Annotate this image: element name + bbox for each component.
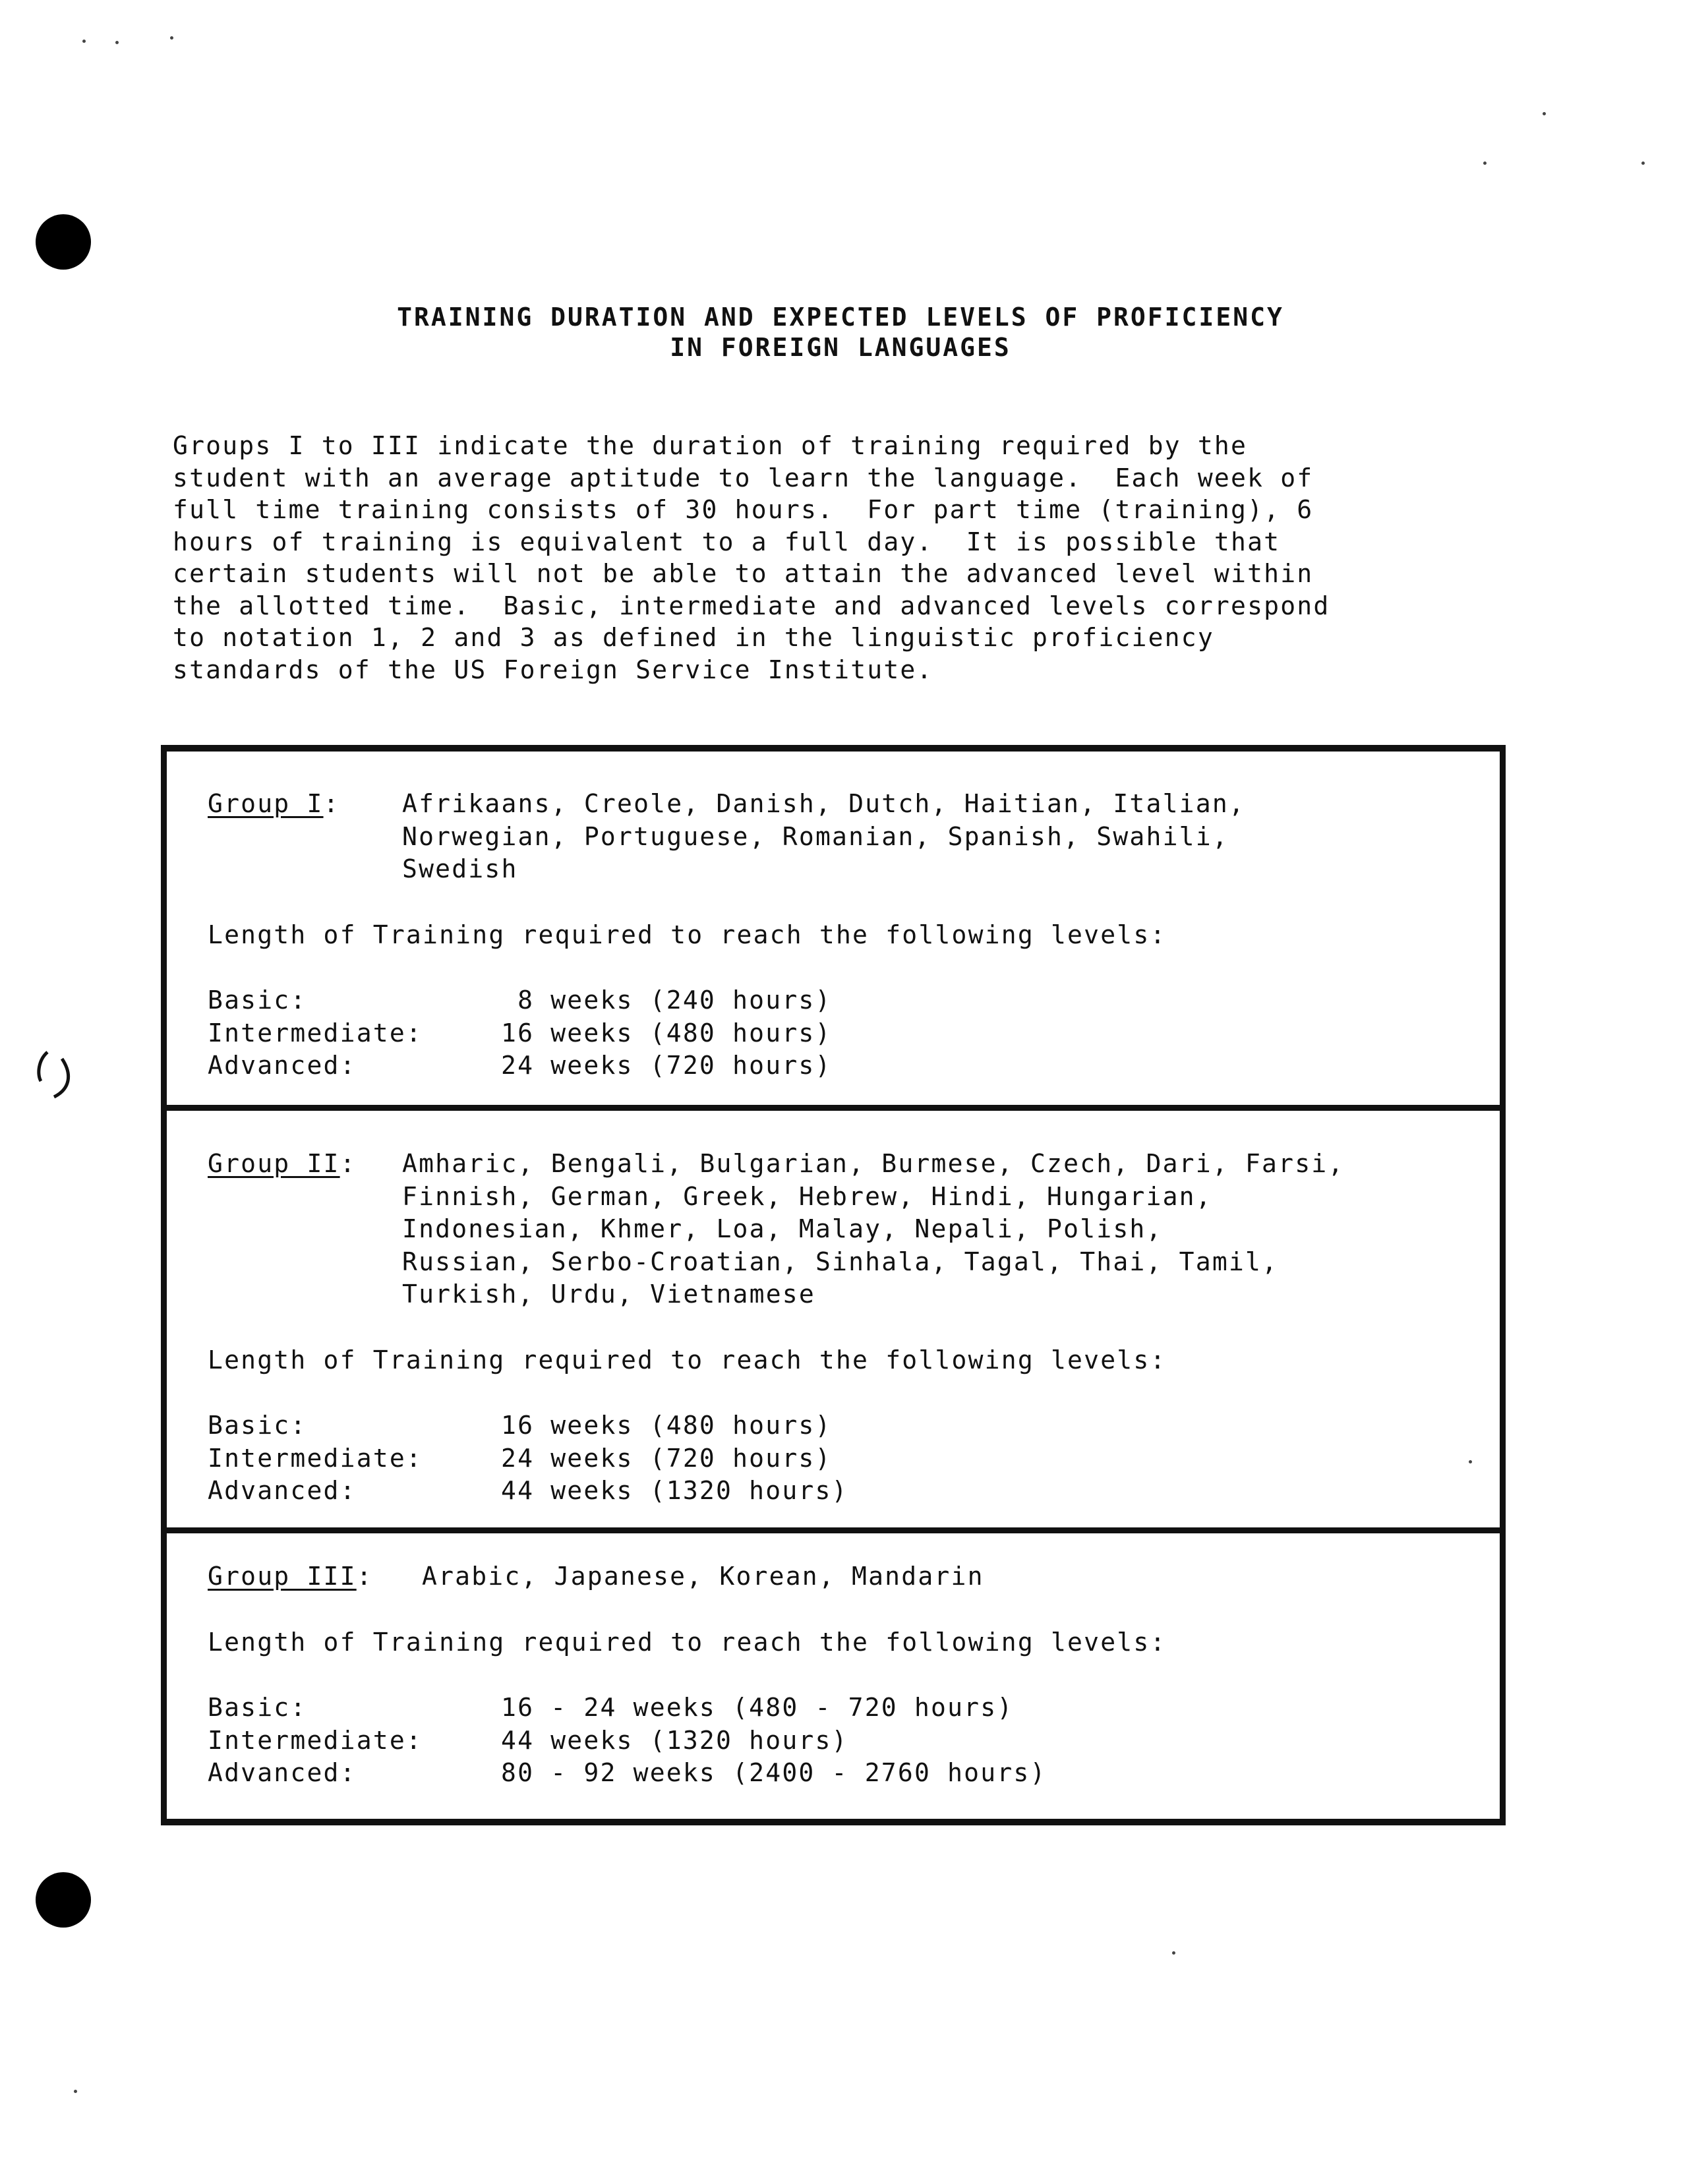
group-1-box [161, 745, 1506, 1111]
speck [1543, 112, 1546, 115]
speck [74, 2090, 77, 2093]
group-1-length-text: Length of Training required to reach the following levels: [208, 920, 1167, 949]
level-value: 16 weeks (480 hours) [501, 1018, 832, 1048]
level-name: Advanced: [208, 1476, 357, 1505]
language-line: Amharic, Bengali, Bulgarian, Burmese, Czech, Dari, Farsi, [402, 1149, 1345, 1178]
level-value: 80 - 92 weeks (2400 - 2760 hours) [501, 1758, 1047, 1787]
level-row [208, 984, 1487, 1017]
language-line: Norwegian, Portuguese, Romanian, Spanish, Swahili, [402, 821, 1229, 851]
language-line: Finnish, German, Greek, Hebrew, Hindi, Hungarian, [402, 1181, 1212, 1211]
level-row [208, 1757, 1487, 1790]
level-row [208, 1442, 1487, 1475]
group-3-label: Group III: [208, 1562, 373, 1591]
intro-line: standards of the US Foreign Service Institute. [173, 655, 933, 684]
intro-line: student with an average aptitude to learn the language. Each week of [173, 463, 1314, 492]
level-value: 24 weeks (720 hours) [501, 1443, 832, 1473]
level-name: Basic: [208, 1693, 307, 1722]
speck [1483, 162, 1487, 165]
group-3-levels [208, 1692, 1487, 1790]
level-name: Intermediate: [208, 1725, 423, 1755]
punch-hole-bottom [36, 1872, 91, 1928]
level-row [208, 1692, 1487, 1725]
group-2-length-text: Length of Training required to reach the following levels: [208, 1345, 1167, 1374]
speck [82, 40, 86, 43]
level-row [208, 1409, 1487, 1442]
intro-line: the allotted time. Basic, intermediate and advanced levels correspond [173, 591, 1330, 620]
level-value: 16 - 24 weeks (480 - 720 hours) [501, 1693, 1014, 1722]
group-3-length-text: Length of Training required to reach the following levels: [208, 1627, 1167, 1657]
group-3-languages [422, 1560, 984, 1593]
speck [1641, 162, 1645, 165]
intro-line: full time training consists of 30 hours. For part time (training), 6 [173, 495, 1314, 524]
level-name: Basic: [208, 1411, 307, 1440]
language-line: Swedish [402, 854, 518, 883]
intro-line: certain students will not be able to attain the advanced level within [173, 559, 1314, 588]
group-1-levels [208, 984, 1487, 1082]
intro-line: hours of training is equivalent to a full day. It is possible that [173, 527, 1281, 556]
group-2-languages [402, 1148, 1344, 1311]
level-row [208, 1725, 1487, 1757]
language-line: Arabic, Japanese, Korean, Mandarin [422, 1562, 984, 1591]
level-row [208, 1475, 1487, 1508]
level-name: Advanced: [208, 1051, 357, 1080]
intro-paragraph [173, 430, 1544, 686]
language-line: Turkish, Urdu, Vietnamese [402, 1280, 815, 1309]
margin-mark [34, 1048, 80, 1101]
level-value: 44 weeks (1320 hours) [501, 1725, 848, 1755]
title-line-1: TRAINING DURATION AND EXPECTED LEVELS OF PROFICIENCY [397, 303, 1284, 332]
language-line: Afrikaans, Creole, Danish, Dutch, Haitian, Italian, [402, 789, 1245, 818]
language-line: Indonesian, Khmer, Loa, Malay, Nepali, Polish, [402, 1214, 1163, 1243]
level-row [208, 1049, 1487, 1082]
level-value: 24 weeks (720 hours) [501, 1051, 832, 1080]
group-3-box [161, 1527, 1506, 1825]
intro-line: to notation 1, 2 and 3 as defined in the linguistic proficiency [173, 623, 1214, 652]
level-value: 16 weeks (480 hours) [501, 1411, 832, 1440]
group-2-levels [208, 1409, 1487, 1508]
level-name: Intermediate: [208, 1018, 423, 1048]
level-row [208, 1017, 1487, 1050]
group-1-label: Group I: [208, 789, 340, 818]
level-value: 44 weeks (1320 hours) [501, 1476, 848, 1505]
group-3-content [208, 1560, 1487, 1790]
intro-line: Groups I to III indicate the duration of training required by the [173, 431, 1248, 460]
language-line: Russian, Serbo-Croatian, Sinhala, Tagal, Thai, Tamil, [402, 1247, 1279, 1276]
level-name: Intermediate: [208, 1443, 423, 1473]
level-name: Advanced: [208, 1758, 357, 1787]
group-1-content [208, 788, 1487, 1082]
document-title [0, 302, 1681, 363]
group-2-content [208, 1148, 1487, 1508]
speck [115, 41, 119, 44]
group-1-languages [402, 788, 1245, 886]
group-2-label: Group II: [208, 1149, 357, 1178]
level-value: 8 weeks (240 hours) [501, 986, 832, 1015]
group-2-box [161, 1105, 1506, 1533]
punch-hole-top [36, 214, 91, 270]
speck [1172, 1951, 1175, 1955]
title-line-2: IN FOREIGN LANGUAGES [670, 333, 1011, 362]
level-name: Basic: [208, 986, 307, 1015]
speck [170, 36, 173, 40]
